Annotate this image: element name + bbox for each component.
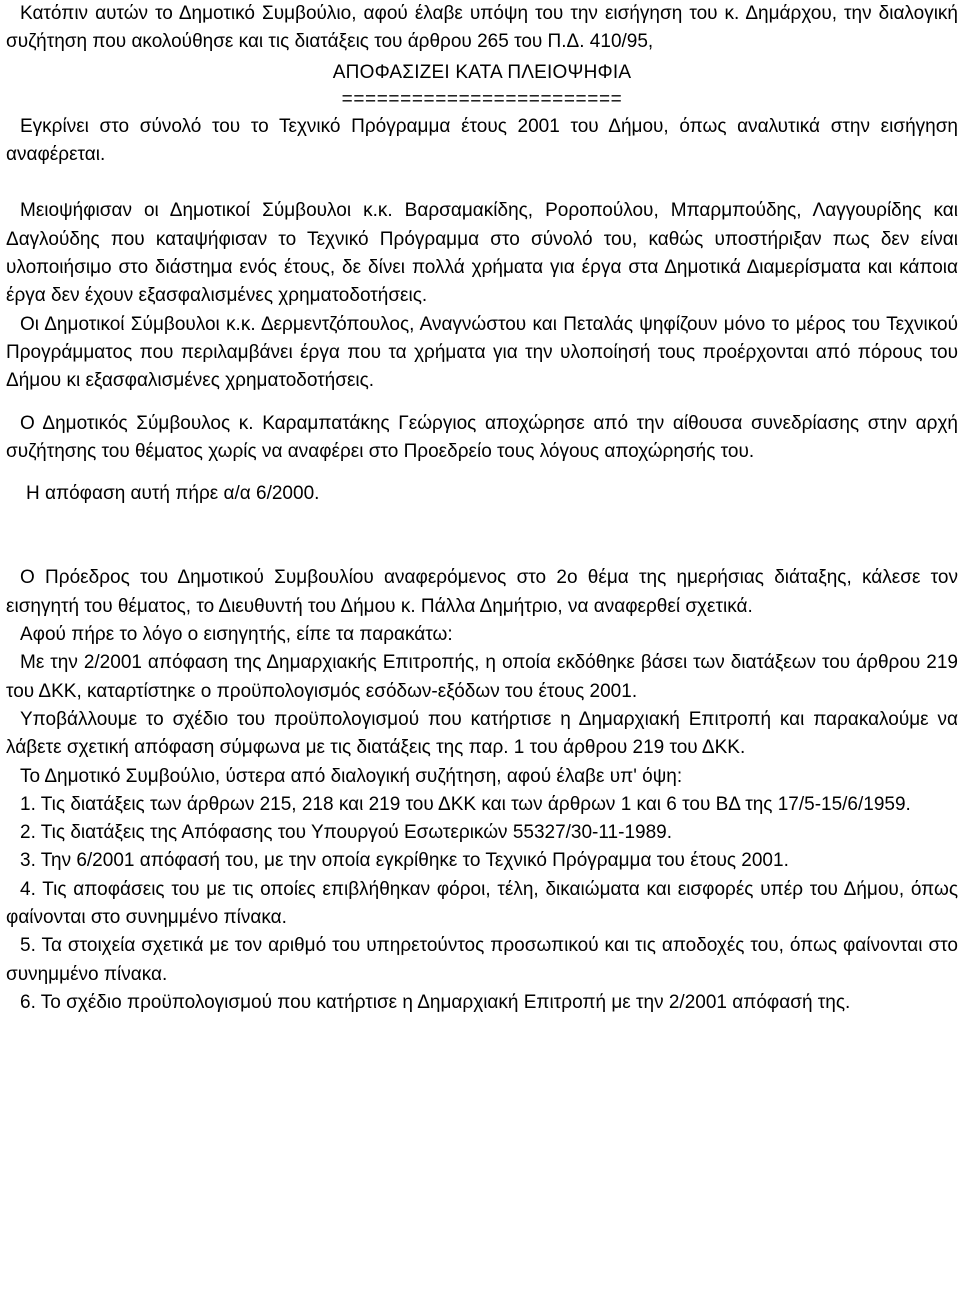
heading-underline: ======================== (341, 88, 623, 110)
approval-paragraph: Εγκρίνει στο σύνολό του το Τεχνικό Πρόγραμμα έτους 2001 του Δήμου, όπως αναλυτικά στην εισήγηση αναφέρεται. (6, 115, 958, 166)
decision-number: Η απόφαση αυτή πήρε α/α 6/2000. (26, 483, 320, 505)
spacer (6, 396, 958, 410)
council-paragraph: Το Δημοτικό Συμβούλιο, ύστερα από διαλογική συζήτηση, αφού έλαβε υπ' όψη: (20, 765, 683, 787)
list-item: 5. Τα στοιχεία σχετικά με τον αριθμό του υπηρετούντος προσωπικού και τις αποδοχές του, όπως φαίνονται στο συνημμένο πίνακα. (6, 935, 958, 985)
minority-vote-paragraph: Μειοψήφισαν οι Δημοτικοί Σύμβουλοι κ.κ. Βαρσαμακίδης, Ροροπούλου, Μπαρμπούδης, Λαγγουρίδης και Δαγλούδης που καταψήφισαν το Τεχνικό Πρόγραμμα στο σύνολό του, καθώς υποστήριξαν πως δεν είναι υλοποιήσιμο στο διάστημα ενός έτους, δε δίνει πολλά χρήματα για έργα στα Δημοτικά Διαμερίσματα και κάποια έργα δεν έχουν εξασφαλισμένες χρηματοδοτήσεις. (6, 200, 958, 307)
departure-paragraph: Ο Δημοτικός Σύμβουλος κ. Καραμπατάκης Γεώργιος αποχώρησε από την αίθουσα συνεδρίασης στην αρχή συζήτησης του θέματος χωρίς να αναφέρει στο Προεδρείο τους λόγους αποχώρησής του. (6, 412, 958, 462)
submission-paragraph: Υποβάλλουμε το σχέδιο του προϋπολογισμού που κατήρτισε η Δημαρχιακή Επιτροπή και παρακαλούμε να λάβετε σχετική απόφαση σύμφωνα με τις διατάξεις της παρ. 1 του άρθρου 219 του ΔΚΚ. (6, 708, 958, 759)
list-item: 3. Την 6/2001 απόφασή του, με την οποία εγκρίθηκε το Τεχνικό Πρόγραμμα του έτους 2001. (20, 850, 789, 872)
list-item: 2. Τις διατάξεις της Απόφασης του Υπουργού Εσωτερικών 55327/30-11-1989. (20, 822, 672, 844)
considerations-list (6, 791, 958, 1017)
intro-paragraph: Κατόπιν αυτών το Δημοτικό Συμβούλιο, αφού έλαβε υπόψη του την εισήγηση του κ. Δημάρχου, την διαλογική συζήτηση που ακολούθησε και τις διατάξεις του άρθρου 265 του Π.Δ. 410/95, (6, 3, 958, 53)
document-page (6, 0, 958, 1017)
partial-vote-paragraph: Οι Δημοτικοί Σύμβουλοι κ.κ. Δερμεντζόπουλος, Αναγνώστου και Πεταλάς ψηφίζουν μόνο το μέρος του Τεχνικού Προγράμματος που περιλαμβάνει έργα που τα χρήματα για την υλοποίησή τους προέρχονται από πόρους του Δήμου κι εξασφαλισμένες χρηματοδοτήσεις. (6, 313, 958, 392)
spacer (6, 466, 958, 480)
rapporteur-paragraph: Αφού πήρε το λόγο ο εισηγητής, είπε τα παρακάτω: (20, 624, 453, 646)
chair-paragraph: Ο Πρόεδρος του Δημοτικού Συμβουλίου αναφερόμενος στο 2ο θέμα της ημερήσιας διάταξης, κάλεσε τον εισηγητή του θέματος, το Διευθυντή του Δήμου κ. Πάλλα Δημήτριο, να αναφερθεί σχετικά. (6, 567, 958, 617)
committee-paragraph: Με την 2/2001 απόφαση της Δημαρχιακής Επιτροπής, η οποία εκδόθηκε βάσει των διατάξεων του άρθρου 219 του ΔΚΚ, καταρτίστηκε ο προϋπολογισμός εσόδων-εξόδων του έτους 2001. (6, 652, 958, 702)
list-item: 6. Το σχέδιο προϋπολογισμού που κατήρτισε η Δημαρχιακή Επιτροπή με την 2/2001 απόφασή της. (20, 991, 851, 1013)
spacer (6, 508, 958, 564)
list-item: 4. Τις αποφάσεις του με τις οποίες επιβλήθηκαν φόροι, τέλη, δικαιώματα και εισφορές υπέρ του Δήμου, όπως φαίνονται στο συνημμένο πίνακα. (6, 878, 958, 929)
spacer (6, 169, 958, 197)
list-item: 1. Τις διατάξεις των άρθρων 215, 218 και 219 του ΔΚΚ και των άρθρων 1 και 6 του ΒΔ της 17/5-15/6/1959. (20, 793, 911, 815)
decision-heading: ΑΠΟΦΑΣΙΖΕΙ ΚΑΤΑ ΠΛΕΙΟΨΗΦΙΑ (332, 61, 632, 83)
